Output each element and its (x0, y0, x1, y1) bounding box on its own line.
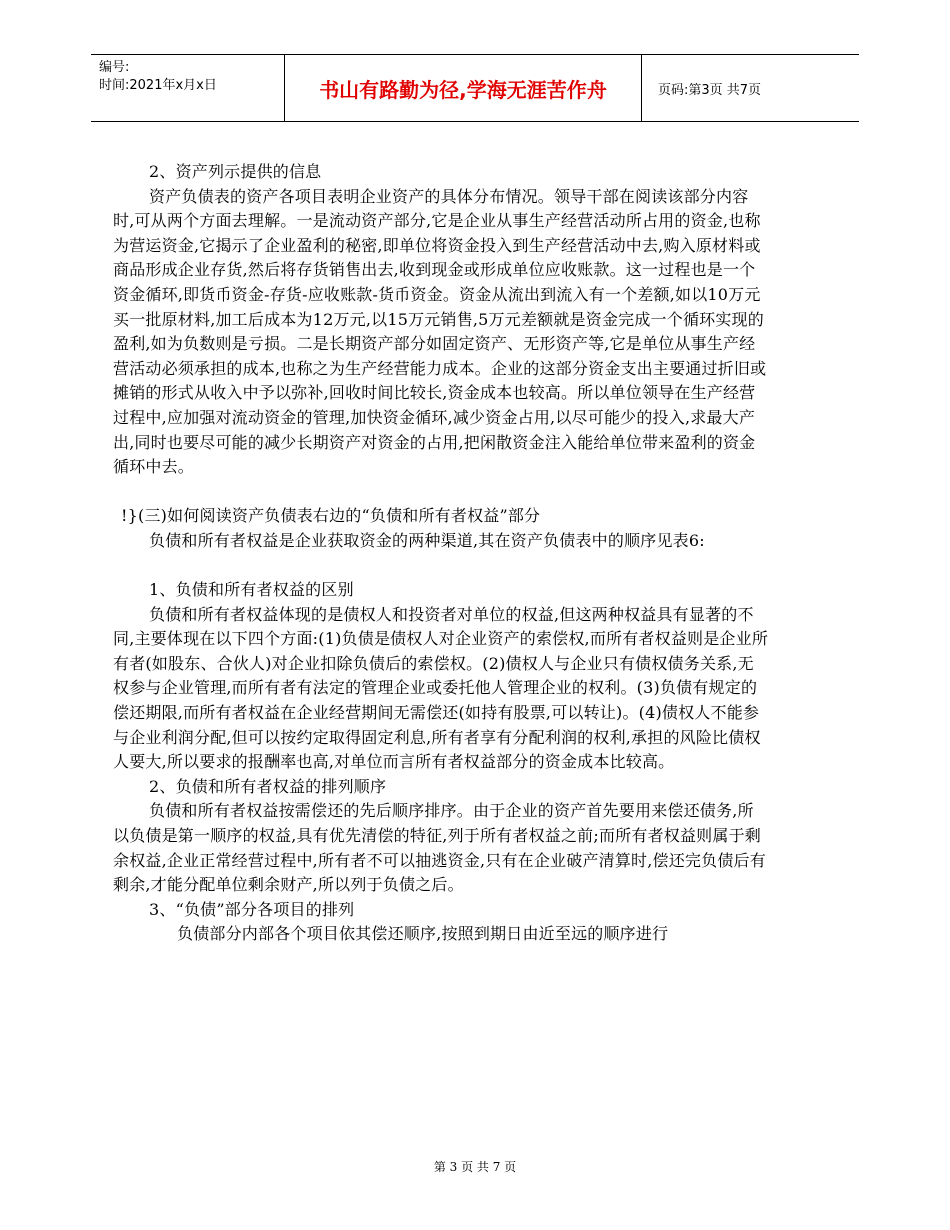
body-paragraph: 负债和所有者权益体现的是债权人和投资者对单位的权益,但这两种权益具有显著的不同,主要体现在以下四个方面:(1)负债是债权人对企业资产的索偿权,而所有者权益则是企业所有者(如股东、合伙人)对企业扣除负债后的索偿权。(2)债权人与企业只有债权债务关系,无权参与企业管理,而所有者有法定的管理企业或委托他人管理企业的权利。(3)负债有规定的偿还期限,而所有者权益在企业经营期间无需偿还(如持有股票,可以转让)。(4)债权人不能参与企业利润分配,但可以按约定取得固定利息,所有者享有分配利润的权利,承担的风险比债权人要大,所以要求的报酬率也高,对单位而言所有者权益部分的资金成本比较高。 (113, 604, 769, 772)
section-heading: 2、资产列示提供的信息 (149, 162, 322, 181)
document-body (113, 160, 769, 947)
body-paragraph: 资产负债表的资产各项目表明企业资产的具体分布情况。领导干部在阅读该部分内容时,可从两个方面去理解。一是流动资产部分,它是企业从事生产经营活动所占用的资金,也称为营运资金,它揭示了企业盈利的秘密,即单位将资金投入到生产经营活动中去,购入原材料或商品形成企业存货,然后将存货销售出去,收到现金或形成单位应收账款。这一过程也是一个资金循环,即货币资金-存货-应收账款-货币资金。资金从流出到流入有一个差额,如以10万元买一批原材料,加工后成本为12万元,以15万元销售,5万元差额就是资金完成一个循环实现的盈利,如为负数则是亏损。二是长期资产部分如固定资产、无形资产等,它是单位从事生产经营活动必须承担的成本,也称之为生产经营能力成本。企业的这部分资金支出主要通过折旧或摊销的形式从收入中予以弥补,回收时间比较长,资金成本也较高。所以单位领导在生产经营过程中,应加强对流动资金的管理,加快资金循环,减少资金占用,以尽可能少的投入,求最大产出,同时也要尽可能的减少长期资产对资金的占用,把闲散资金注入能给单位带来盈利的资金循环中去。 (113, 186, 767, 477)
section-heading: 1、负债和所有者权益的区别 (149, 580, 354, 600)
header-motto: 书山有路勤为径,学海无涯苦作舟 (284, 55, 642, 121)
paragraph-gap (113, 554, 769, 579)
section-heading: 2、负债和所有者权益的排列顺序 (149, 776, 387, 796)
header-page-label: 页码:第3页 共7页 (658, 83, 762, 98)
page-header (91, 54, 859, 122)
header-left (99, 59, 217, 95)
section-heading: 3、“负债”部分各项目的排列 (149, 899, 355, 919)
paragraph-gap (113, 480, 769, 505)
body-paragraph: 负债和所有者权益是企业获取资金的两种渠道,其在资产负债表中的顺序见表6: (149, 530, 705, 550)
body-paragraph: 负债和所有者权益按需偿还的先后顺序排序。由于企业的资产首先要用来偿还债务,所以负债是第一顺序的权益,具有优先清偿的特征,列于所有者权益之前;而所有者权益则属于剩余权益,企业正常经营过程中,所有者不可以抽逃资金,只有在企业破产清算时,偿还完负债后有剩余,才能分配单位剩余财产,所以列于负债之后。 (113, 801, 766, 895)
document-time-label: 时间:2021年x月x日 (99, 78, 217, 93)
page-footer: 第 3 页 共 7 页 (433, 1160, 517, 1174)
section-heading: !}(三)如何阅读资产负债表右边的“负债和所有者权益”部分 (121, 506, 541, 526)
body-paragraph: 负债部分内部各个项目依其偿还顺序,按照到期日由近至远的顺序进行 (177, 924, 669, 944)
document-number-label: 编号: (99, 60, 130, 75)
